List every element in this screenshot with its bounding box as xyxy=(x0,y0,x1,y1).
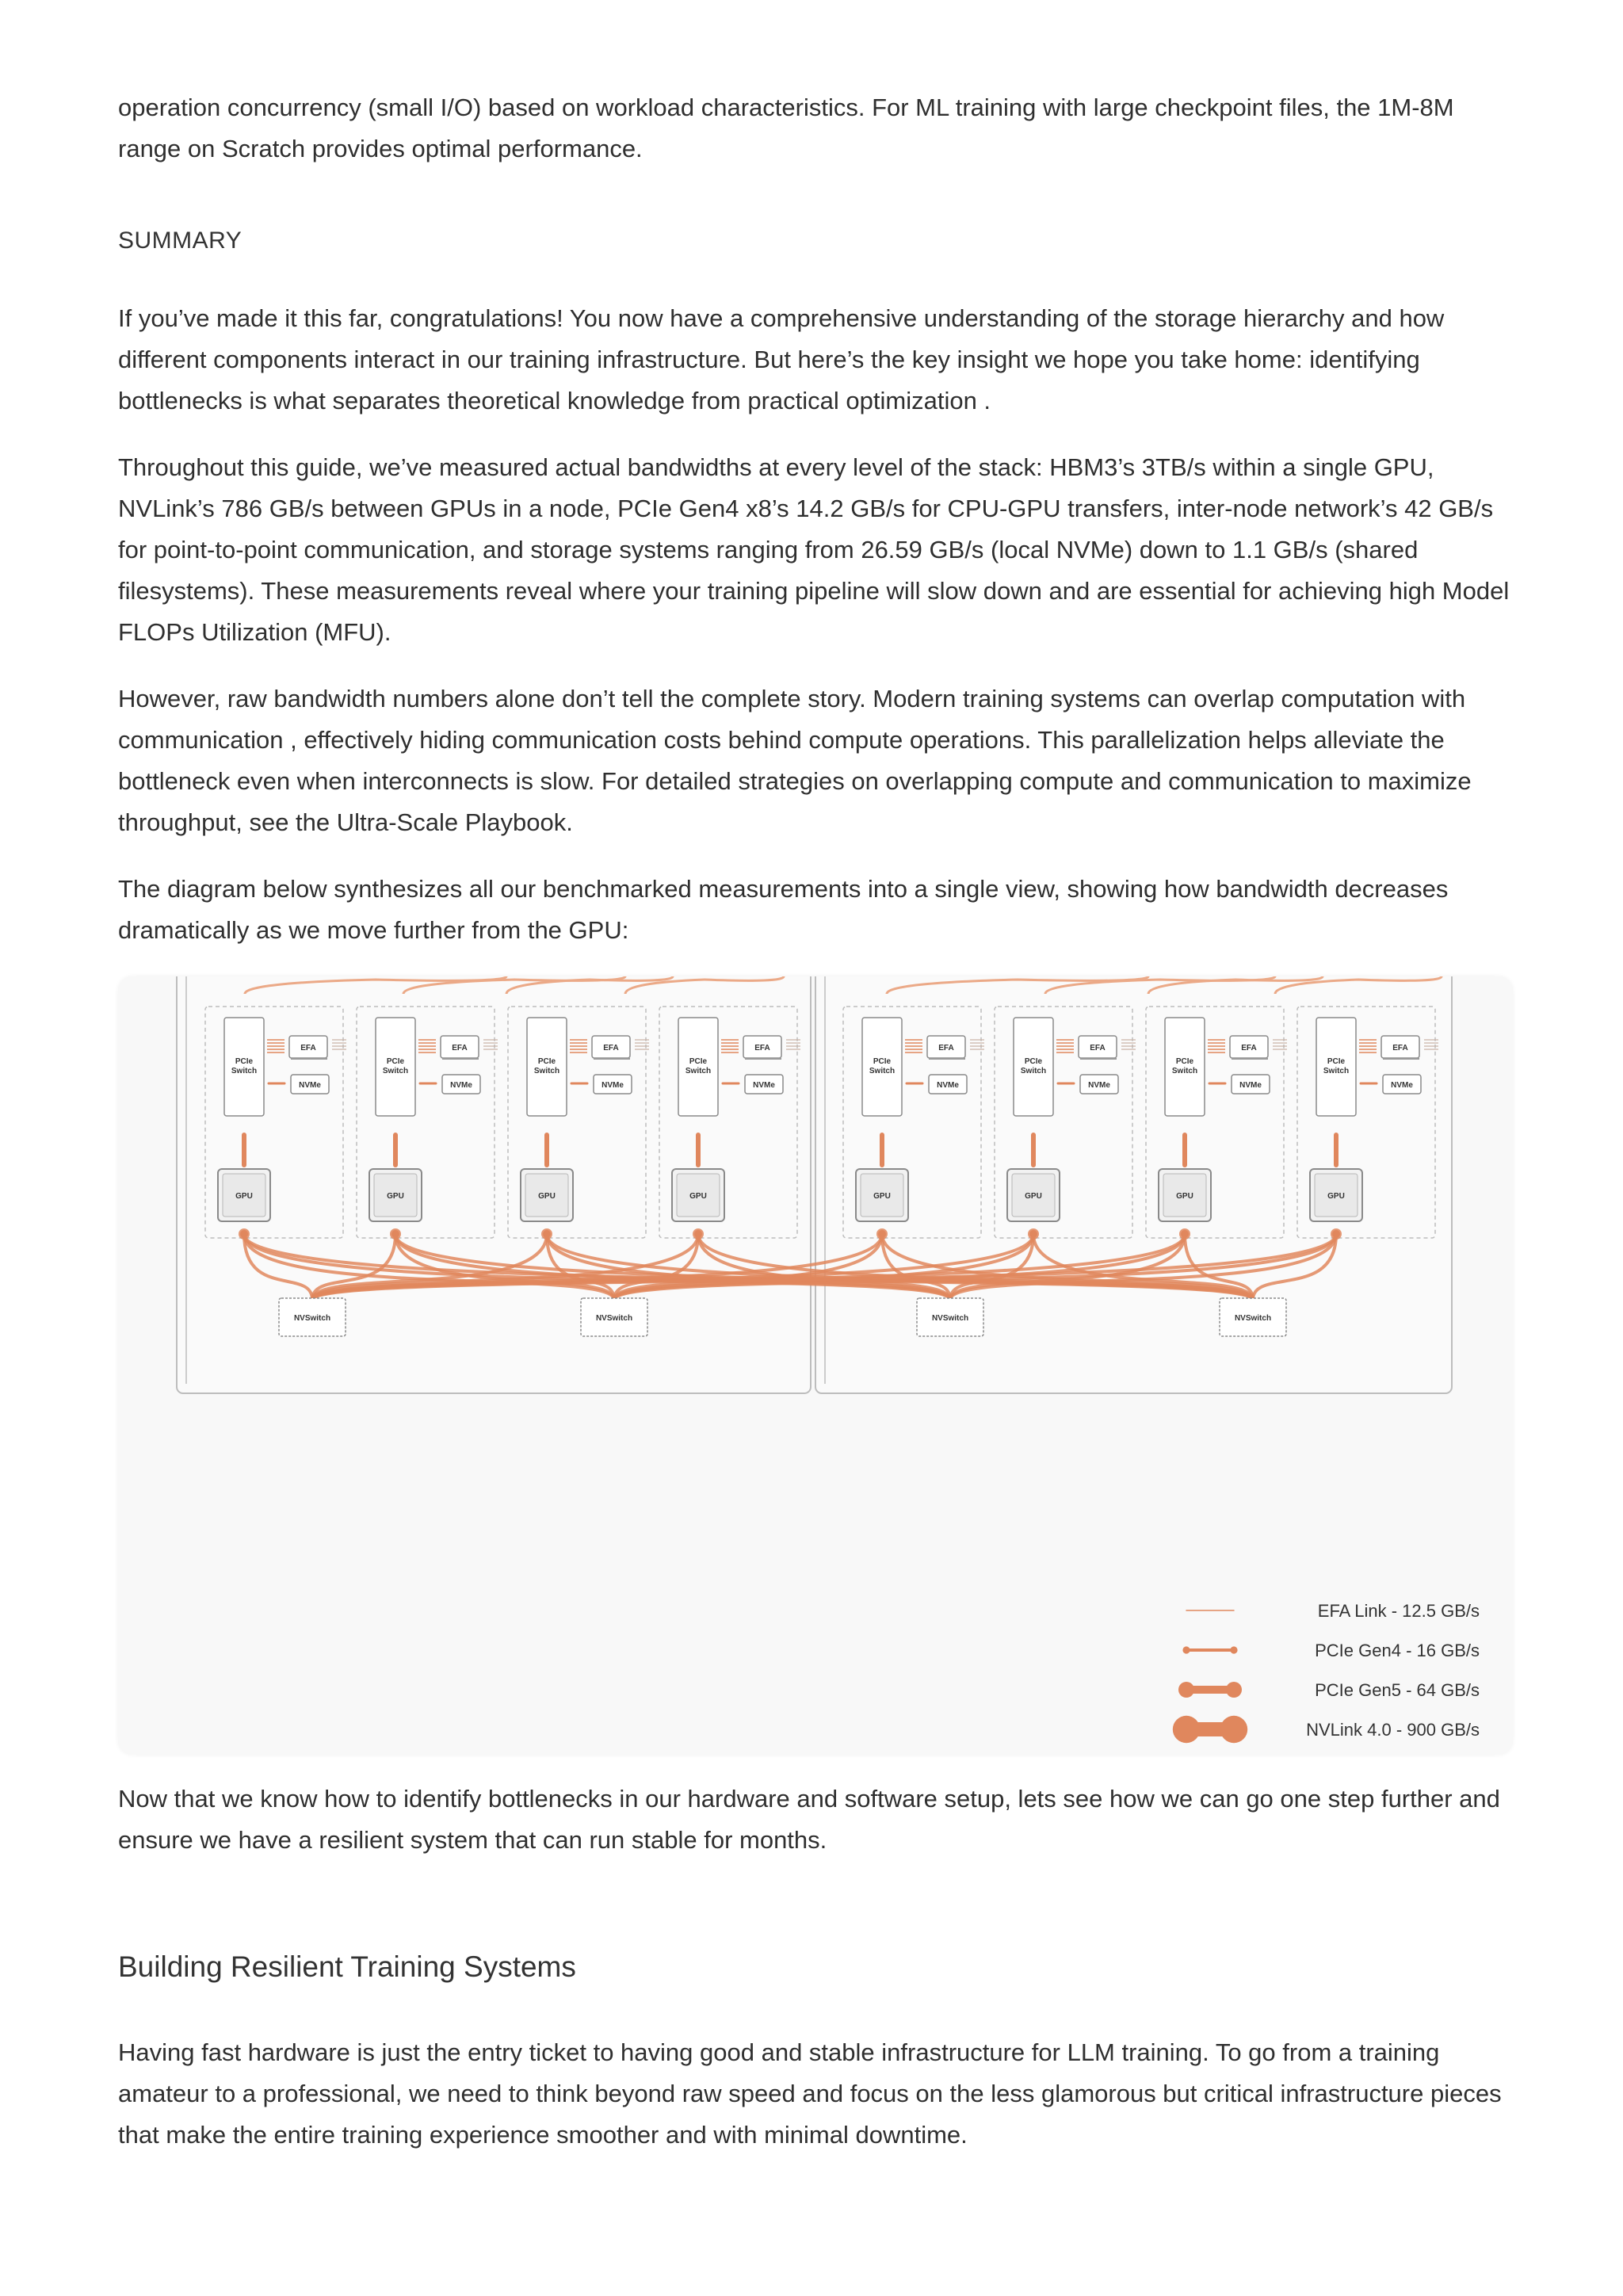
legend-swatch-end xyxy=(1220,1716,1247,1743)
legend-label: EFA Link - 12.5 GB/s xyxy=(1317,1601,1480,1621)
gpu-label: GPU xyxy=(1025,1192,1042,1201)
gpu-label: GPU xyxy=(235,1192,253,1201)
gpu-label: GPU xyxy=(1327,1192,1345,1201)
pcie-switch-label: Switch xyxy=(869,1067,896,1075)
paragraph: Now that we know how to identify bottlenecks in our hardware and software setup, lets see how we can go one step further and ensure we have a resilient system that can run stable for months. xyxy=(118,1785,1500,1854)
pcie-switch-label: PCIe xyxy=(1175,1057,1194,1066)
pcie-switch-label: Switch xyxy=(382,1067,409,1075)
efa-label: EFA xyxy=(1392,1044,1408,1052)
nvlink-port xyxy=(1181,1230,1189,1238)
gpu-label: GPU xyxy=(873,1192,891,1201)
efa-label: EFA xyxy=(1090,1044,1106,1052)
pcie-switch-label: Switch xyxy=(1020,1067,1047,1075)
efa-label: EFA xyxy=(938,1044,954,1052)
paragraph: operation concurrency (small I/O) based on workload characteristics. For ML training with large checkpoint files, the 1M-8M range on Scratch provides optimal performance. xyxy=(118,94,1454,162)
nvlink-port xyxy=(543,1230,551,1238)
nvlink-port xyxy=(391,1230,399,1238)
pcie-switch-label: PCIe xyxy=(537,1057,556,1066)
bandwidth-diagram xyxy=(118,976,1513,1755)
legend-label: NVLink 4.0 - 900 GB/s xyxy=(1306,1720,1480,1740)
legend-swatch-end xyxy=(1230,1646,1237,1653)
pcie-switch-label: PCIe xyxy=(1024,1057,1043,1066)
pcie-switch-label: Switch xyxy=(533,1067,560,1075)
legend xyxy=(1173,1601,1480,1743)
pcie-switch-label: PCIe xyxy=(873,1057,892,1066)
pcie-switch-label: PCIe xyxy=(386,1057,405,1066)
nvswitch-label: NVSwitch xyxy=(595,1314,633,1323)
efa-label: EFA xyxy=(603,1044,619,1052)
section-heading: Building Resilient Training Systems xyxy=(118,1950,576,1983)
nvlink-port xyxy=(1332,1230,1340,1238)
nvswitch-label: NVSwitch xyxy=(931,1314,969,1323)
pcie-switch-label: PCIe xyxy=(1327,1057,1346,1066)
pcie-switch-label: Switch xyxy=(1323,1067,1350,1075)
gpu-label: GPU xyxy=(689,1192,707,1201)
nvswitch-label: NVSwitch xyxy=(293,1314,331,1323)
efa-label: EFA xyxy=(300,1044,316,1052)
paragraph: However, raw bandwidth numbers alone don’t tell the complete story. Modern training systems can overlap computation with communication , effectively hiding communication costs behind compute operations. This parallelization helps alleviate the bottleneck even when interconnects is slow. For detailed strategies on overlapping compute and communication to maximize throughput, see the Ultra-Scale Playbook. xyxy=(118,685,1472,836)
efa-label: EFA xyxy=(754,1044,770,1052)
legend-label: PCIe Gen5 - 64 GB/s xyxy=(1315,1680,1480,1700)
legend-swatch-end xyxy=(1173,1716,1200,1743)
nvme-label: NVMe xyxy=(1088,1081,1110,1090)
nvme-label: NVMe xyxy=(299,1081,321,1090)
paragraph: Throughout this guide, we’ve measured actual bandwidths at every level of the stack: HBM3’s 3TB/s within a single GPU, NVLink’s 786 GB/s between GPUs in a node, PCIe Gen4 x8’s 14.2 GB/s for CPU-GPU transfers, inter-node network’s 42 GB/s for point-to-point communication, and storage systems ranging from 26.59 GB/s (local NVMe) down to 1.1 GB/s (shared filesystems). These measurements reveal where your training pipeline will slow down and are essential for achieving high Model FLOPs Utilization (MFU). xyxy=(118,453,1510,646)
pcie-switch-label: PCIe xyxy=(689,1057,708,1066)
nvlink-port xyxy=(694,1230,702,1238)
paragraph: Having fast hardware is just the entry ticket to having good and stable infrastructure for LLM training. To go from a training amateur to a professional, we need to think beyond raw speed and focus on the less glamorous but critical infrastructure pieces that make the entire training experience smoother and with minimal downtime. xyxy=(118,2038,1502,2149)
legend-label: PCIe Gen4 - 16 GB/s xyxy=(1315,1641,1480,1660)
article-content xyxy=(118,87,1513,2181)
nvme-label: NVMe xyxy=(753,1081,775,1090)
nvlink-port xyxy=(1029,1230,1037,1238)
nvme-label: NVMe xyxy=(1391,1081,1413,1090)
pcie-switch-label: Switch xyxy=(685,1067,712,1075)
nvme-label: NVMe xyxy=(450,1081,472,1090)
nvlink-port xyxy=(240,1230,248,1238)
gpu-label: GPU xyxy=(387,1192,404,1201)
legend-swatch-end xyxy=(1178,1682,1194,1698)
nvme-label: NVMe xyxy=(937,1081,959,1090)
nvme-label: NVMe xyxy=(601,1081,624,1090)
paragraph: If you’ve made it this far, congratulations! You now have a comprehensive understanding of the storage hierarchy and how different components interact in our training infrastructure. But here’s the key insight we hope you take home: identifying bottlenecks is what separates theoretical knowledge from practical optimization . xyxy=(118,304,1445,415)
gpu-label: GPU xyxy=(1176,1192,1193,1201)
diagram-canvas xyxy=(118,976,1513,1755)
pcie-switch-label: PCIe xyxy=(235,1057,254,1066)
legend-swatch-end xyxy=(1182,1646,1190,1653)
efa-label: EFA xyxy=(452,1044,468,1052)
summary-heading: SUMMARY xyxy=(118,227,242,254)
pcie-switch-label: Switch xyxy=(1171,1067,1198,1075)
paragraph: The diagram below synthesizes all our benchmarked measurements into a single view, showing how bandwidth decreases dramatically as we move further from the GPU: xyxy=(118,875,1449,944)
legend-swatch-end xyxy=(1226,1682,1242,1698)
pcie-switch-label: Switch xyxy=(231,1067,258,1075)
nvswitch-label: NVSwitch xyxy=(1234,1314,1272,1323)
efa-label: EFA xyxy=(1241,1044,1257,1052)
gpu-label: GPU xyxy=(538,1192,556,1201)
nvme-label: NVMe xyxy=(1239,1081,1262,1090)
nvlink-port xyxy=(878,1230,886,1238)
